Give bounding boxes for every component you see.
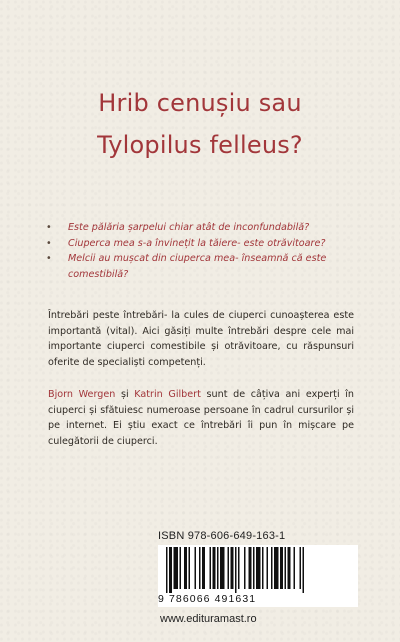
title-line-1: Hrib cenușiu sau — [98, 89, 302, 117]
author-conjunction: și — [115, 389, 135, 400]
barcode-bar — [256, 547, 261, 589]
barcode-bar — [195, 547, 197, 589]
barcode-bar — [303, 547, 305, 593]
barcode-bar — [267, 547, 269, 589]
barcode-bar — [244, 547, 246, 589]
author-name: Katrin Gilbert — [134, 389, 201, 400]
question-list — [46, 220, 358, 282]
barcode-bar — [174, 547, 179, 589]
authors-description: sunt de câțiva ani experți în ciuperci și sfătuiesc numeroase persoane în cadrul cursurilor și pe internet. Ei știu exact ce întrebări îi pun în mișcare pe culegătorii de ciuperci. — [48, 389, 355, 447]
barcode-bar — [262, 547, 264, 589]
barcode-bar — [300, 547, 302, 589]
question-item: • Melcii au mușcat din ciuperca mea- înseamnă că este comestibilă? — [46, 251, 358, 282]
publisher-website: www.edituramast.ro — [160, 613, 257, 625]
isbn-label: ISBN 978-606-649-163-1 — [158, 530, 286, 542]
barcode-bars — [158, 545, 358, 593]
barcode-bar — [210, 547, 212, 589]
barcode-bar — [217, 547, 219, 589]
barcode-bar — [231, 547, 234, 589]
barcode-bar — [249, 547, 252, 589]
barcode-bar — [180, 547, 182, 589]
description-paragraph: Întrebări peste întrebări- la cules de ciuperci cunoașterea este importantă (vital). Aici găsiți multe întrebări despre cele mai importante ciuperci comestibile și otrăvitoare, cu răspunsuri oferite de specialiști competenți. — [48, 310, 354, 368]
barcode-bar — [169, 547, 172, 593]
title-line-2: Tylopilus felleus? — [97, 131, 303, 159]
barcode-bar — [238, 547, 240, 589]
barcode-bar — [199, 547, 201, 589]
barcode-bar — [235, 547, 237, 593]
barcode-bar — [271, 547, 273, 589]
barcode-bar — [220, 547, 225, 589]
authors-paragraph — [48, 387, 354, 449]
barcode-bar — [294, 547, 296, 589]
barcode-bar — [184, 547, 187, 589]
cover-title — [0, 82, 400, 166]
barcode-bar — [189, 547, 191, 589]
barcode-bar — [166, 547, 168, 593]
barcode-bar — [213, 547, 216, 589]
barcode-bar — [253, 547, 255, 589]
author-name: Bjorn Wergen — [48, 389, 116, 400]
barcode-bar — [228, 547, 230, 589]
barcode-digits: 9 786066 491631 — [158, 593, 257, 605]
barcode-bar — [288, 547, 291, 589]
barcode-bar — [274, 547, 279, 589]
barcode-bar — [285, 547, 287, 589]
question-item: • Ciuperca mea s-a învinețit la tăiere- este otrăvitoare? — [46, 236, 358, 252]
barcode-bar — [280, 547, 283, 589]
barcode-bar — [202, 547, 205, 589]
question-item: • Este pălăria șarpelui chiar atât de inconfundabilă? — [46, 220, 358, 236]
